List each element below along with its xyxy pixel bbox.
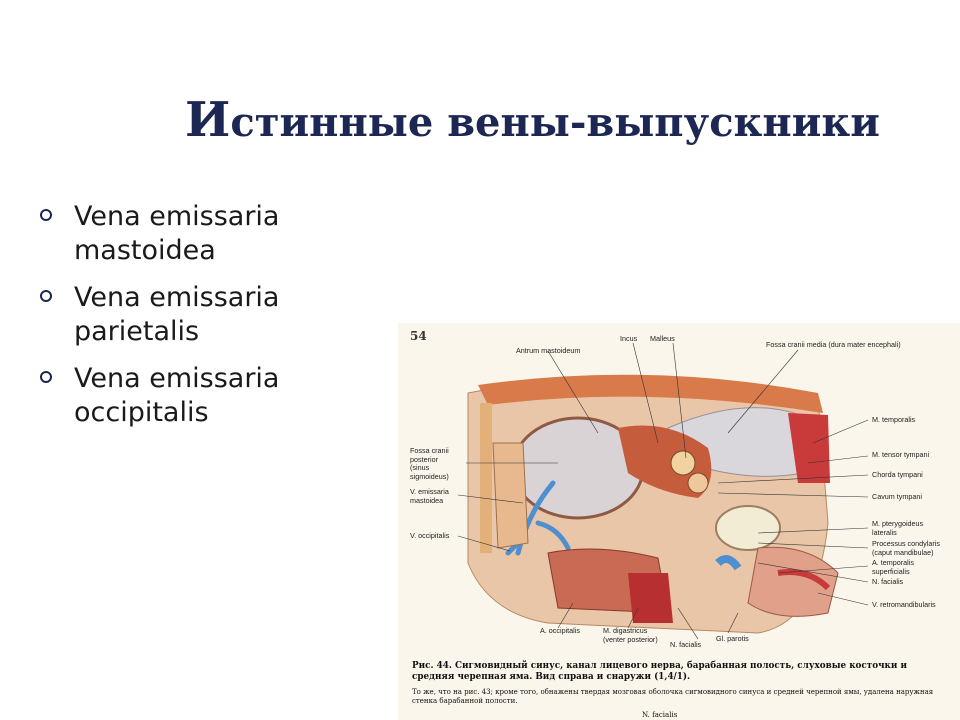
label-a-temporalis-superficialis: A. temporalis superficialis — [872, 558, 914, 576]
bullet-item — [38, 200, 364, 268]
label-cavum-tympani: Cavum tympani — [872, 492, 922, 501]
label-n-facialis-right: N. facialis — [872, 577, 904, 586]
anatomy-figure — [398, 323, 960, 720]
caption-note: То же, что на рис. 43; кроме того, обнажены твердая мозговая оболочка сигмовидного синуса и средней черепной ямы, удалена наружная стенка барабанной полости. — [412, 688, 934, 705]
bullet-text: Vena emissaria occipitalis — [74, 363, 280, 428]
label-fossa-cranii-posterior: Fossa cranii posterior (sinus sigmoideus) — [410, 446, 449, 481]
label-v-retromandibularis: V. retromandibularis — [872, 600, 936, 609]
label-m-temporalis: M. temporalis — [872, 415, 916, 424]
circle-bullet-icon — [40, 371, 52, 383]
label-antrum-mastoideum: Antrum mastoideum — [516, 346, 581, 355]
label-fossa-cranii-media: Fossa cranii media (dura mater encephali) — [766, 340, 901, 349]
label-m-digastricus: M. digastricus (venter posterior) — [603, 626, 658, 644]
slide-title-rest: стинные вены-выпускники — [230, 99, 880, 146]
label-v-occipitalis: V. occipitalis — [410, 531, 450, 540]
circle-bullet-icon — [40, 209, 52, 221]
bullet-item — [38, 281, 364, 349]
label-processus-condylaris: Processus condylaris (caput mandibulae) — [872, 539, 940, 557]
label-m-pterygoideus-lateralis: M. pterygoideus lateralis — [872, 519, 924, 537]
bullet-text: Vena emissaria parietalis — [74, 282, 280, 347]
label-incus: Incus — [620, 334, 638, 343]
bullet-list — [38, 200, 364, 443]
circle-bullet-icon — [40, 290, 52, 302]
bullet-item — [38, 362, 364, 430]
figure-page-number: 54 — [410, 329, 427, 343]
label-gl-parotis: Gl. parotis — [716, 634, 749, 643]
label-malleus: Malleus — [650, 334, 675, 343]
slide-title-initial: И — [185, 92, 231, 148]
label-n-facialis-bottom: N. facialis — [670, 640, 702, 649]
caption-main: Рис. 44. Сигмовидный синус, канал лицевого нерва, барабанная полость, слуховые косточки и средняя черепная яма. Вид справа и снаружи (1,4/1). — [412, 661, 907, 682]
bullet-text: Vena emissaria mastoidea — [74, 201, 280, 266]
slide-title — [185, 92, 880, 148]
figure-caption — [412, 661, 952, 719]
label-chorda-tympani: Chorda tympani — [872, 470, 923, 479]
label-a-occipitalis: A. occipitalis — [540, 626, 580, 635]
label-m-tensor-tympani: M. tensor tympani — [872, 450, 930, 459]
caption-extra: N. facialis — [642, 711, 678, 719]
label-v-emissaria-mastoidea: V. emissaria mastoidea — [410, 487, 449, 505]
